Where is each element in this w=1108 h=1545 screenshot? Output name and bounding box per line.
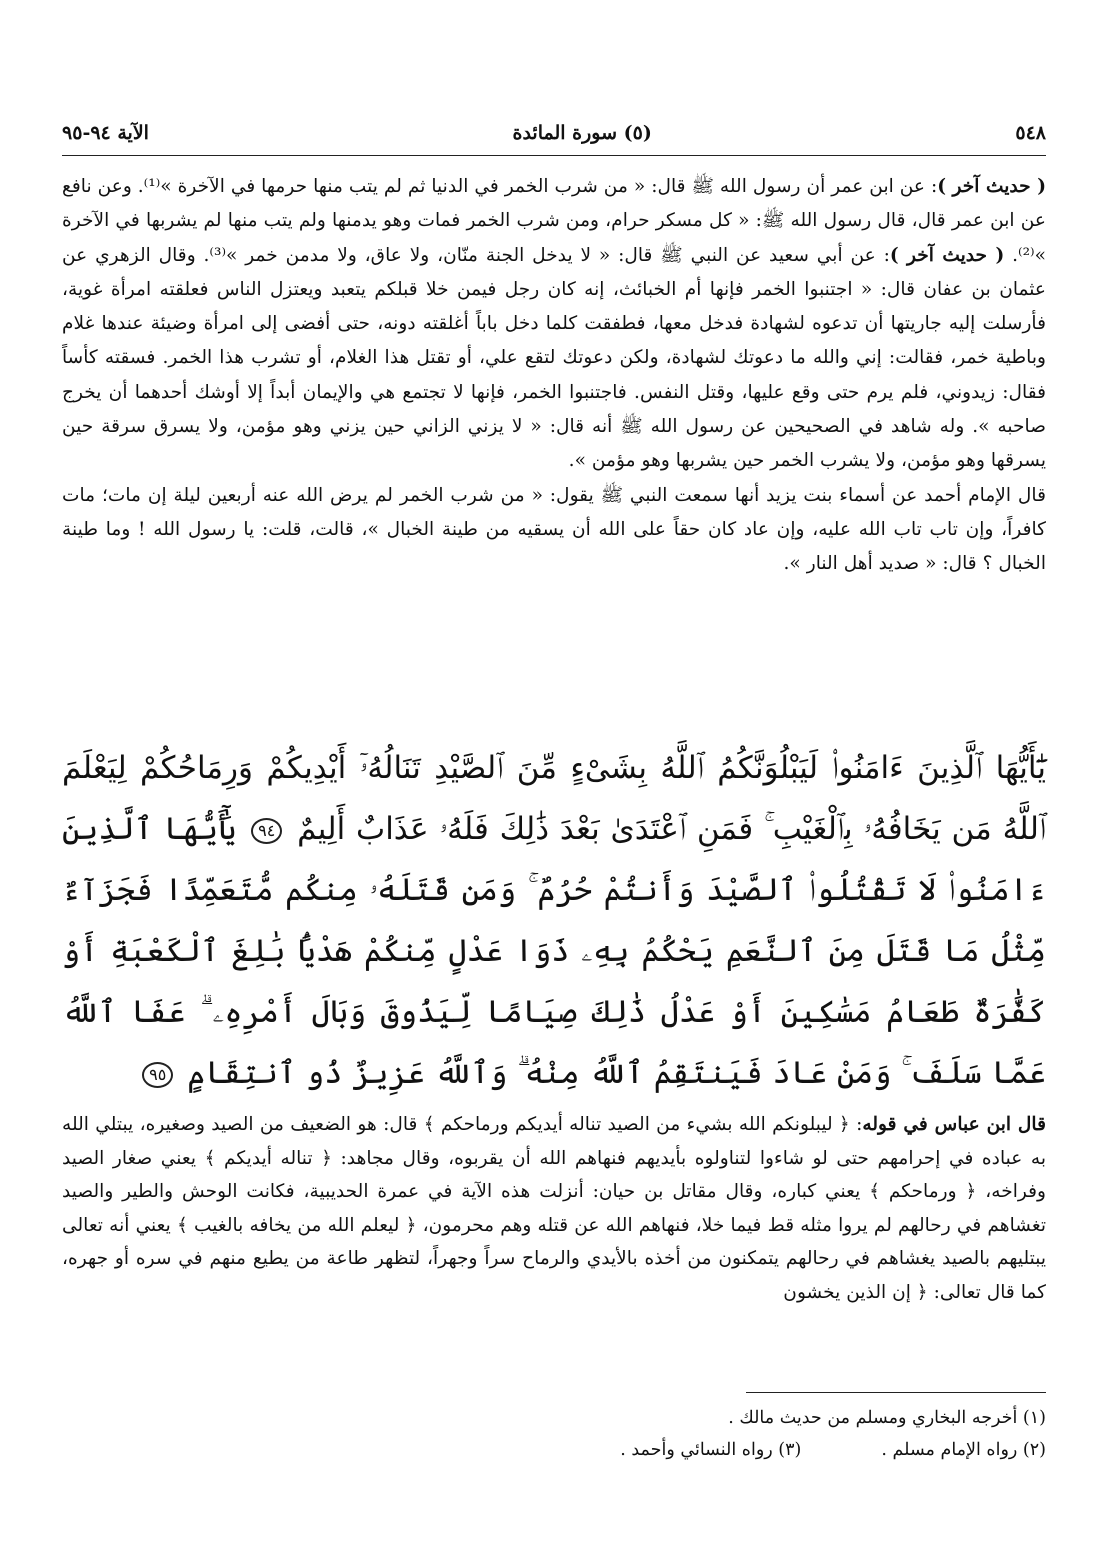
verse-95-text: يَٰٓأَيُّهَا ٱلَّذِينَ ءَامَنُوا۟ لَا تَقْتُلُوا۟ ٱلصَّيْدَ وَأَنتُمْ حُرُمٌ ۚ وَمَن قَتَلَهُۥ مِنكُم مُّتَعَمِّدًا فَجَزَآءٌ مِّثْلُ مَا قَتَلَ مِنَ ٱلنَّعَمِ يَحْكُمُ بِهِۦ ذَوَا عَدْلٍ مِّنكُمْ هَدْيًۢا بَٰلِغَ ٱلْكَعْبَةِ أَوْ كَفَّٰرَةٌ طَعَامُ مَسَٰكِينَ أَوْ عَدْلُ ذَٰلِكَ صِيَامًا لِّيَذُوقَ وَبَالَ أَمْرِهِۦ ۗ عَفَا ٱللَّهُ عَمَّا سَلَفَ ۚ وَمَنْ عَادَ فَيَنتَقِمُ ٱللَّهُ مِنْهُ ۗ وَٱللَّهُ عَزِيزٌ ذُو ٱنتِقَامٍ [62, 811, 1046, 1091]
ayah-marker-95: ٩٥ [142, 1062, 173, 1088]
hadith-paragraph-2: قال الإمام أحمد عن أسماء بنت يزيد أنها سمعت النبي ﷺ يقول: « من شرب الخمر لم يرض الله عنه أربعين ليلة إن مات؛ مات كافراً، وإن تاب تاب الله عليه، وإن عاد كان حقاً على الله أن يسقيه من طينة الخبال »، قالت، قلت: يا رسول الله ! وما طينة الخبال ؟ قال: « صديد أهل النار ». [62, 484, 1046, 575]
page-header [62, 118, 1046, 148]
tafsir-text: : ﴿ ليبلونكم الله بشيء من الصيد تناله أيديكم ورماحكم ﴾ قال: هو الضعيف من الصيد وصغيره، يبتلي الله به عباده في إحرامهم حتى لو شاءوا لتناولوه بأيديهم فنهاهم الله أن يقربوه، وقال مجاهد: ﴿ تناله أيديكم ﴾ يعني صغار الصيد وفراخه، ﴿ ورماحكم ﴾ يعني كباره، وقال مقاتل بن حيان: أنزلت هذه الآية في عمرة الحديبية، فكانت الوحش والطير والصيد تغشاهم في رحالهم لم يروا مثله قط فيما خلا، فنهاهم الله عن قتله وهم محرمون، ﴿ ليعلم الله من يخافه بالغيب ﴾ يعني أنه تعالى يبتليهم بالصيد يغشاهم في رحالهم يتمكنون من أخذه بالأيدي والرماح سراً وجهراً، لتظهر طاعة من يطيع منهم في سره أو جهره، كما قال تعالى: ﴿ إن الذين يخشون [62, 1114, 1046, 1303]
hadith-paragraph-1 [62, 170, 1046, 479]
tafsir-section [62, 1108, 1046, 1309]
header-divider [62, 155, 1046, 156]
tafsir-paragraph [62, 1108, 1046, 1309]
hadith-label: ( حديث آخر ) [889, 244, 1005, 266]
footnotes [62, 1402, 1046, 1466]
ayah-range: الآية ٩٤-٩٥ [62, 122, 149, 144]
ayah-marker-94: ٩٤ [251, 818, 282, 844]
verse-94-text: يَٰٓأَيُّهَا ٱلَّذِينَ ءَامَنُوا۟ لَيَبْلُوَنَّكُمُ ٱللَّهُ بِشَىْءٍ مِّنَ ٱلصَّيْدِ تَنَالُهُۥٓ أَيْدِيكُمْ وَرِمَاحُكُمْ لِيَعْلَمَ ٱللَّهُ مَن يَخَافُهُۥ بِٱلْغَيْبِ ۚ فَمَنِ ٱعْتَدَىٰ بَعْدَ ذَٰلِكَ فَلَهُۥ عَذَابٌ أَلِيمٌ [62, 750, 1046, 847]
quran-verses [62, 738, 1046, 1104]
surah-title: (٥) سورة المائدة [512, 122, 652, 144]
footnote-3: (٣) رواه النسائي وأحمد . [620, 1440, 802, 1460]
hadith-text: : عن أبي سعيد عن النبي ﷺ قال: « لا يدخل الجنة منّان، ولا عاق، ولا مدمن خمر »⁽³⁾. وقال الزهري عن عثمان بن عفان قال: « اجتنبوا الخمر فإنها أم الخبائث، إنه كان رجل فيمن خلا قبلكم يتعبد ويعتزل الناس فعلقته امرأة غوية، فأرسلت إليه جاريتها أن تدعوه لشهادة فدخل معها، فطفقت كلما دخل باباً أغلقته دونه، حتى أفضى إلى امرأة وضيئة عندها غلام وباطية خمر، فقالت: إني والله ما دعوتك لشهادة، ولكن دعوتك لتقع علي، أو تقتل هذا الغلام، أو تشرب هذا الخمر. فسقته كأساً فقال: زيدوني، فلم يرم حتى وقع عليها، وقتل النفس. فاجتنبوا الخمر، فإنها لا تجتمع هي والإيمان أبداً إلا أوشك أحدهما أن يخرج صاحبه ». وله شاهد في الصحيحين عن رسول الله ﷺ أنه قال: « لا يزني الزاني حين يزني وهو مؤمن، ولا يسرق سرقة حين يسرقها وهو مؤمن، ولا يشرب الخمر حين يشربها وهو مؤمن ». [62, 244, 1046, 472]
footnote-1: (١) أخرجه البخاري ومسلم من حديث مالك . [728, 1408, 1046, 1428]
footnote-row [62, 1434, 1046, 1466]
tafsir-lead: قال ابن عباس في قوله [862, 1114, 1046, 1135]
footnote-2: (٢) رواه الإمام مسلم . [881, 1440, 1046, 1460]
hadith-label: ( حديث آخر ) [937, 176, 1046, 197]
hadith-text: : عن ابن عمر أن رسول الله ﷺ قال: « من شرب الخمر في الدنيا ثم لم يتب منها حرمها في الآخرة »⁽¹⁾. وعن نافع عن ابن عمر قال، قال رسول الله ﷺ: « كل مسكر حرام، ومن شرب الخمر فمات وهو يدمنها ولم يتب منها لم يشربها في الآخرة »⁽²⁾. [62, 176, 1046, 266]
hadith-section [62, 170, 1046, 582]
page-number: ٥٤٨ [1015, 122, 1046, 144]
footnote-divider [746, 1392, 1046, 1393]
